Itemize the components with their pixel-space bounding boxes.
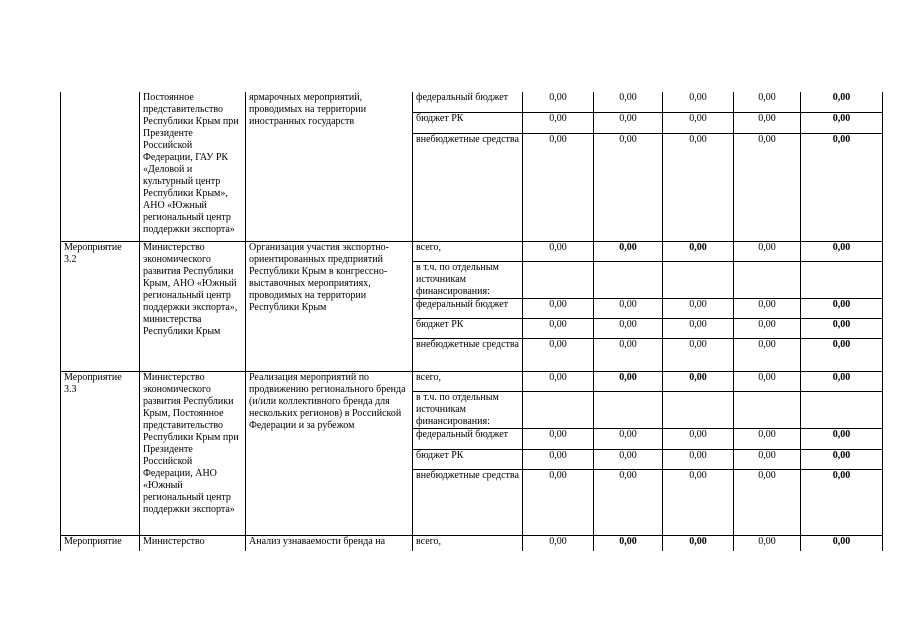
- amount-cell: 0,00: [663, 298, 734, 318]
- amount-cell: 0,00: [734, 338, 801, 371]
- amount-cell: 0,00: [594, 469, 663, 535]
- amount-cell: 0,00: [663, 318, 734, 338]
- amount-cell: 0,00: [594, 428, 663, 449]
- amount-cell: 0,00: [594, 318, 663, 338]
- funding-source-cell: бюджет РК: [413, 449, 523, 469]
- table-row: [61, 535, 883, 551]
- funding-source-cell: внебюджетные средства: [413, 133, 523, 241]
- amount-cell: 0,00: [663, 133, 734, 241]
- executors-cell: Министерство: [140, 535, 246, 551]
- event-cell: [61, 92, 140, 241]
- amount-cell: 0,00: [734, 241, 801, 261]
- amount-cell: [801, 391, 883, 428]
- event-name-cell: Реализация мероприятий по продвижению регионального бренда (и/или коллективного бренда для нескольких регионов) в Российской Федерации и за рубежом: [246, 371, 413, 535]
- table-row: [61, 371, 883, 391]
- amount-cell: [523, 391, 594, 428]
- amount-cell: 0,00: [663, 449, 734, 469]
- amount-cell: 0,00: [523, 112, 594, 133]
- amount-cell: 0,00: [663, 469, 734, 535]
- amount-cell: 0,00: [734, 449, 801, 469]
- amount-cell: 0,00: [734, 298, 801, 318]
- amount-cell: 0,00: [801, 318, 883, 338]
- funding-source-cell: федеральный бюджет: [413, 92, 523, 112]
- amount-cell: 0,00: [594, 112, 663, 133]
- amount-cell: [594, 391, 663, 428]
- amount-cell: 0,00: [663, 241, 734, 261]
- event-name-cell: Организация участия экспортно-ориентированных предприятий Республики Крым в конгрессно-выставочных мероприятиях, проводимых на территории Республики Крым: [246, 241, 413, 371]
- amount-cell: 0,00: [734, 133, 801, 241]
- amount-cell: [594, 261, 663, 298]
- amount-cell: 0,00: [734, 318, 801, 338]
- amount-cell: 0,00: [523, 133, 594, 241]
- funding-source-cell: в т.ч. по отдельным источникам финансирования:: [413, 391, 523, 428]
- amount-cell: [734, 261, 801, 298]
- amount-cell: 0,00: [663, 428, 734, 449]
- amount-cell: 0,00: [594, 449, 663, 469]
- amount-cell: 0,00: [594, 371, 663, 391]
- amount-cell: 0,00: [594, 298, 663, 318]
- amount-cell: 0,00: [523, 241, 594, 261]
- event-name-cell: ярмарочных мероприятий, проводимых на территории иностранных государств: [246, 92, 413, 241]
- event-cell: Мероприятие 3.3: [61, 371, 140, 535]
- budget-table: [60, 92, 883, 551]
- event-cell: Мероприятие 3.2: [61, 241, 140, 371]
- amount-cell: 0,00: [523, 298, 594, 318]
- amount-cell: 0,00: [663, 338, 734, 371]
- event-name-cell: Анализ узнаваемости бренда на: [246, 535, 413, 551]
- amount-cell: 0,00: [523, 449, 594, 469]
- table-row: [61, 241, 883, 261]
- amount-cell: 0,00: [594, 241, 663, 261]
- amount-cell: 0,00: [734, 92, 801, 112]
- amount-cell: 0,00: [663, 371, 734, 391]
- amount-cell: 0,00: [663, 92, 734, 112]
- amount-cell: [801, 261, 883, 298]
- amount-cell: 0,00: [663, 112, 734, 133]
- amount-cell: 0,00: [734, 469, 801, 535]
- amount-cell: 0,00: [594, 133, 663, 241]
- amount-cell: 0,00: [523, 92, 594, 112]
- amount-cell: [663, 261, 734, 298]
- funding-source-cell: внебюджетные средства: [413, 338, 523, 371]
- amount-cell: 0,00: [734, 535, 801, 551]
- executors-cell: Министерство экономического развития Республики Крым, Постоянное представительство Республики Крым при Президенте Российской Федерации, АНО «Южный региональный центр поддержки экспорта»: [140, 371, 246, 535]
- funding-source-cell: бюджет РК: [413, 318, 523, 338]
- funding-source-cell: всего,: [413, 241, 523, 261]
- executors-cell: Министерство экономического развития Республики Крым, АНО «Южный региональный центр поддержки экспорта», министерства Республики Крым: [140, 241, 246, 371]
- amount-cell: 0,00: [734, 371, 801, 391]
- funding-source-cell: всего,: [413, 535, 523, 551]
- amount-cell: 0,00: [523, 535, 594, 551]
- executors-cell: Постоянное представительство Республики Крым при Президенте Российской Федерации, ГАУ РК «Деловой и культурный центр Республики Крым», АНО «Южный региональный центр поддержки экспорта»: [140, 92, 246, 241]
- amount-cell: 0,00: [801, 112, 883, 133]
- funding-source-cell: федеральный бюджет: [413, 428, 523, 449]
- funding-source-cell: в т.ч. по отдельным источникам финансирования:: [413, 261, 523, 298]
- funding-source-cell: федеральный бюджет: [413, 298, 523, 318]
- amount-cell: [523, 261, 594, 298]
- amount-cell: [663, 391, 734, 428]
- amount-cell: 0,00: [594, 92, 663, 112]
- amount-cell: 0,00: [801, 338, 883, 371]
- amount-cell: 0,00: [801, 428, 883, 449]
- amount-cell: 0,00: [801, 449, 883, 469]
- amount-cell: 0,00: [523, 469, 594, 535]
- amount-cell: 0,00: [594, 535, 663, 551]
- funding-source-cell: бюджет РК: [413, 112, 523, 133]
- amount-cell: 0,00: [523, 428, 594, 449]
- amount-cell: 0,00: [801, 133, 883, 241]
- amount-cell: 0,00: [523, 371, 594, 391]
- amount-cell: 0,00: [801, 241, 883, 261]
- amount-cell: [734, 391, 801, 428]
- table-row: [61, 92, 883, 112]
- amount-cell: 0,00: [523, 338, 594, 371]
- funding-source-cell: внебюджетные средства: [413, 469, 523, 535]
- amount-cell: 0,00: [801, 469, 883, 535]
- amount-cell: 0,00: [801, 535, 883, 551]
- amount-cell: 0,00: [801, 298, 883, 318]
- amount-cell: 0,00: [523, 318, 594, 338]
- amount-cell: 0,00: [663, 535, 734, 551]
- event-cell: Мероприятие: [61, 535, 140, 551]
- amount-cell: 0,00: [734, 112, 801, 133]
- amount-cell: 0,00: [801, 92, 883, 112]
- funding-source-cell: всего,: [413, 371, 523, 391]
- amount-cell: 0,00: [801, 371, 883, 391]
- amount-cell: 0,00: [734, 428, 801, 449]
- amount-cell: 0,00: [594, 338, 663, 371]
